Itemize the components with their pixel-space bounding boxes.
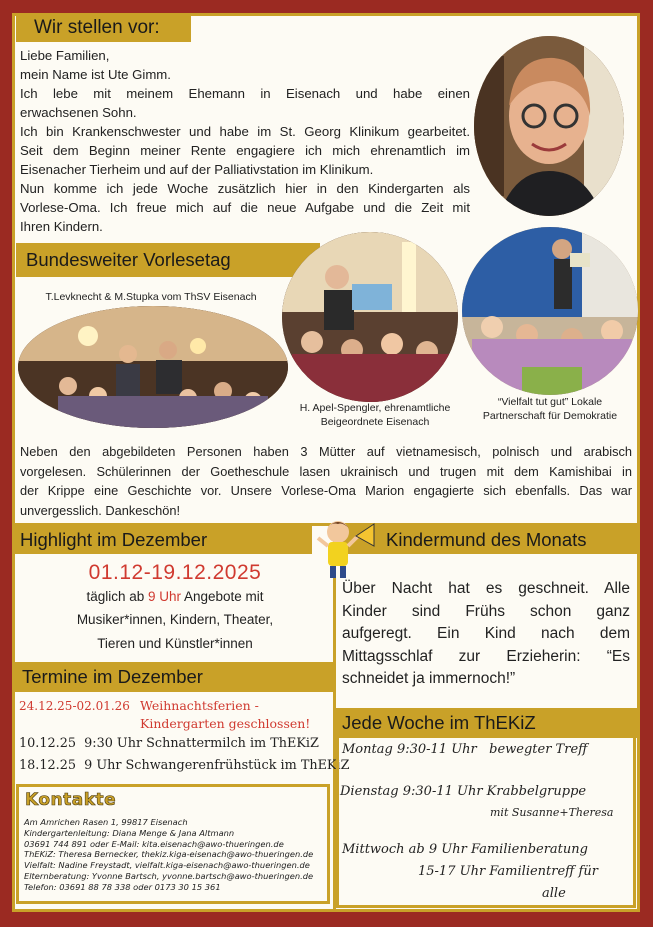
kontakte-lines — [24, 817, 313, 893]
termine-holiday-line: Weihnachtsferien - — [140, 698, 259, 713]
termine-holiday-line: Kindergarten geschlossen! — [140, 716, 311, 731]
photo-caption-3 — [462, 395, 638, 423]
woche-dienstag: Dienstag 9:30-11 Uhr Krabbelgruppe — [340, 784, 587, 799]
termine-holiday-text — [140, 697, 310, 733]
intro-line: Vorlese-Oma. Ich freue mich auf die neue Aufgabe und die Zeit mit — [20, 200, 470, 215]
kindermund-line: aufgeregt. Ein Kind nach dem — [342, 625, 630, 642]
vorlesetag-line: der Krippe eine Geschichte vor. Unsere Vorlese-Oma Marion engagierte sich ebenfalls. Das war — [20, 483, 632, 498]
woche-mittwoch-2: 15-17 Uhr Familientreff für — [418, 864, 598, 879]
highlight-time: 9 Uhr — [147, 589, 181, 604]
kontakte-title: Kontakte — [25, 790, 117, 810]
woche-mittwoch-1: Mittwoch ab 9 Uhr Familienberatung — [342, 842, 588, 857]
kontakt-line: Kindergartenleitung: Diana Menge & Jana Altmann — [24, 827, 235, 838]
photo-caption-2-line: H. Apel-Spengler, ehrenamtliche — [299, 402, 451, 414]
vorlesetag-line: unvergesslich. Dankeschön! — [20, 502, 181, 518]
vorlesetag-photo-2 — [282, 232, 458, 402]
kontakt-line: Telefon: 03691 88 78 338 oder 0173 30 15 361 — [24, 881, 221, 892]
vorlesetag-line: Neben den abgebildeten Personen haben 3 Mütter auf vietnamesisch, polnisch und arabisch — [20, 444, 632, 459]
intro-line: mein Name ist Ute Gimm. — [20, 67, 171, 82]
photo-caption-1: T.Levknecht & M.Stupka vom ThSV Eisenach — [45, 291, 257, 303]
photo-caption-3-line: Partnerschaft für Demokratie — [482, 410, 618, 422]
photo-caption-3-line: “Vielfalt tut gut” Lokale — [497, 396, 603, 408]
intro-line: Liebe Familien, — [20, 48, 110, 63]
highlight-title: Highlight im Dezember — [12, 526, 312, 554]
intro-line: Ich lebe mit meinem Ehemann in Eisenach und habe einen — [20, 86, 470, 101]
vorlesetag-text — [20, 442, 632, 520]
kontakt-line: 03691 744 891 oder E-Mail: kita.eisenach@awo-thueringen.de — [24, 838, 284, 849]
intro-line: Nun komme ich jede Woche zusätzlich hier in den Kindergarten als — [20, 181, 470, 196]
kindermund-line: Über Nacht hat es geschneit. Alle — [342, 580, 630, 597]
woche-mittwoch-3: alle — [542, 886, 566, 901]
kontakte-box — [16, 784, 330, 904]
intro-line: erwachsenen Sohn. — [20, 105, 137, 120]
kontakt-line: Vielfalt: Nadine Freystadt, vielfalt.kiga-eisenach@awo-thueringen.de — [24, 860, 310, 871]
highlight-line-1 — [16, 586, 334, 608]
termine-item-2: 18.12.25 9 Uhr Schwangerenfrühstück im ThEKiZ — [19, 758, 350, 773]
photo-caption-2 — [282, 401, 468, 429]
vorlesetag-photo-3 — [462, 227, 638, 395]
woche-montag: Montag 9:30-11 Uhr bewegter Treff — [342, 742, 588, 757]
vorlesetag-title: Bundesweiter Vorlesetag — [16, 243, 320, 277]
intro-text — [20, 46, 470, 236]
intro-line: Eisenacher Tierheim und auf der Palliativstation im Klinikum. — [20, 162, 374, 177]
kindermund-line: schneidet ja immernoch!” — [342, 670, 516, 687]
kindermund-title: Kindermund des Monats — [336, 526, 640, 554]
woche-dienstag-sub: mit Susanne+Theresa — [490, 806, 614, 819]
kindermund-box — [336, 570, 636, 691]
woche-title: Jede Woche im ThEKiZ — [336, 708, 640, 738]
intro-line: Ich bin Krankenschwester und habe im St. Georg Klinikum gearbeitet. — [20, 124, 470, 139]
termine-title: Termine im Dezember — [12, 662, 334, 692]
vorlesetag-line: vorgelesen. Schülerinnen der Goetheschule lasen ukrainisch und trugen mit dem Kamishibai in — [20, 463, 632, 479]
highlight-line-3: Tieren und Künstler*innen — [97, 636, 253, 651]
intro-title: Wir stellen vor: — [16, 14, 191, 42]
kindermund-line: Mittagsschlaf zur Erzieherin: “Es — [342, 647, 630, 665]
highlight-line-2: Musiker*innen, Kindern, Theater, — [76, 612, 274, 627]
kindermund-line: Kinder sind Frühs schon ganz — [342, 602, 630, 620]
kontakt-line: Elternberatung: Yvonne Bartsch, yvonne.bartsch@awo-thueringen.de — [24, 870, 314, 881]
intro-line: Ihren Kindern. — [20, 219, 103, 234]
kontakt-line: Am Amrichen Rasen 1, 99817 Eisenach — [24, 817, 188, 827]
highlight-line-1-post: Angebote mit — [181, 589, 264, 604]
highlight-line-1-pre: täglich ab — [86, 589, 148, 604]
portrait-photo — [474, 36, 624, 216]
termine-holiday-date: 24.12.25-02.01.26 — [19, 699, 130, 713]
vorlesetag-photo-1 — [18, 306, 288, 428]
termine-item-1: 10.12.25 9:30 Uhr Schnattermilch im ThEKiZ — [19, 736, 319, 751]
woche-box — [336, 738, 636, 908]
intro-line: Seit dem Beginn meiner Rente engagiere ich mich ehrenamtlich im — [20, 143, 470, 158]
kontakt-line: ThEKiZ: Theresa Bernecker, thekiz.kiga-eisenach@awo-thueringen.de — [24, 849, 314, 860]
highlight-box — [16, 554, 334, 660]
photo-caption-2-line: Beigeordnete Eisenach — [320, 416, 430, 428]
highlight-dates: 01.12-19.12.2025 — [88, 561, 262, 584]
